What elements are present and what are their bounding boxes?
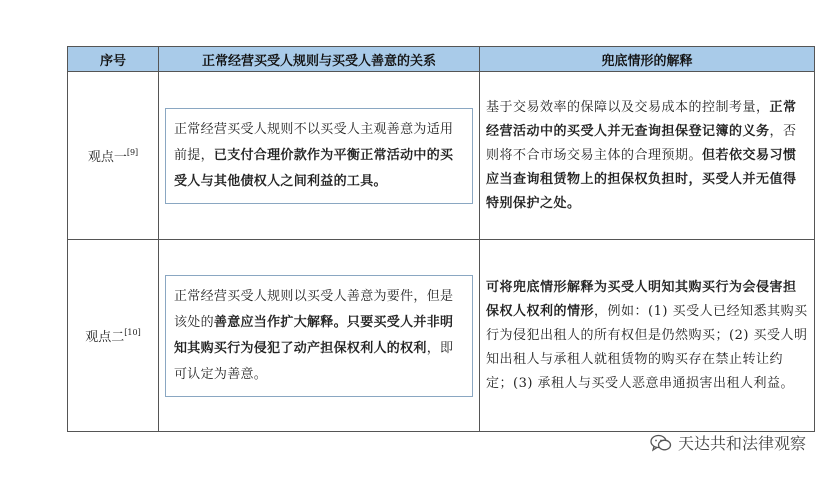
explanation-plain: 基于交易效率的保障以及交易成本的控制考量，: [486, 99, 770, 115]
relation-plain: 正常经营买受人规则以买受人善意为要件，但是该处的: [174, 288, 454, 330]
table-row: [68, 240, 815, 432]
watermark: [650, 431, 806, 454]
relation-plain: ，即可认定为善意。: [174, 340, 454, 382]
table-header-row: [68, 47, 815, 72]
header-relation: 正常经营买受人规则与买受人善意的关系: [159, 47, 480, 72]
wechat-icon: [650, 434, 672, 452]
explanation-text: [486, 276, 808, 396]
relation-plain: 正常经营买受人规则不以买受人主观善意为适用前提，: [174, 121, 454, 163]
explanation-text: [486, 96, 808, 216]
footnote-ref: [9]: [126, 147, 139, 157]
relation-bold: 已支付合理价款作为平衡正常活动中的买受人与其他债权人之间利益的工具。: [174, 147, 454, 189]
explanation-cell: [480, 72, 815, 240]
row-label: [68, 72, 159, 240]
explanation-cell: [480, 240, 815, 432]
header-index: 序号: [68, 47, 159, 72]
relation-text: [165, 108, 473, 204]
comparison-table: [67, 46, 815, 432]
explanation-plain: ，例如：(1) 买受人已经知悉其购买行为侵犯出租人的所有权但是仍然购买；(2) 买受人明知出租人与承租人就租赁物的购买存在禁止转让约定；(3) 承租人与买受人恶意串通损害出租人利益。: [486, 303, 808, 391]
footnote-ref: [10]: [124, 327, 141, 337]
relation-bold: 善意应当作扩大解释。只要买受人并非明知其购买行为侵犯了动产担保权利人的权利: [174, 314, 454, 356]
explanation-bold: 但若依交易习惯应当查询租赁物上的担保权负担时，买受人并无值得特别保护之处。: [486, 147, 797, 211]
row-label: [68, 240, 159, 432]
header-explanation: 兜底情形的解释: [480, 47, 815, 72]
table-row: [68, 72, 815, 240]
relation-cell: [159, 72, 480, 240]
explanation-bold: 正常经营活动中的买受人并无查询担保登记簿的义务: [486, 99, 797, 139]
view-label: 观点一: [87, 150, 127, 165]
explanation-bold: 可将兜底情形解释为买受人明知其购买行为会侵害担保权人权利的情形: [486, 279, 797, 319]
view-label: 观点二: [85, 330, 125, 345]
watermark-text: 天达共和法律观察: [677, 434, 806, 453]
explanation-plain: ，否则将不合市场交易主体的合理预期。: [486, 123, 797, 163]
relation-cell: [159, 240, 480, 432]
relation-text: [165, 275, 473, 397]
